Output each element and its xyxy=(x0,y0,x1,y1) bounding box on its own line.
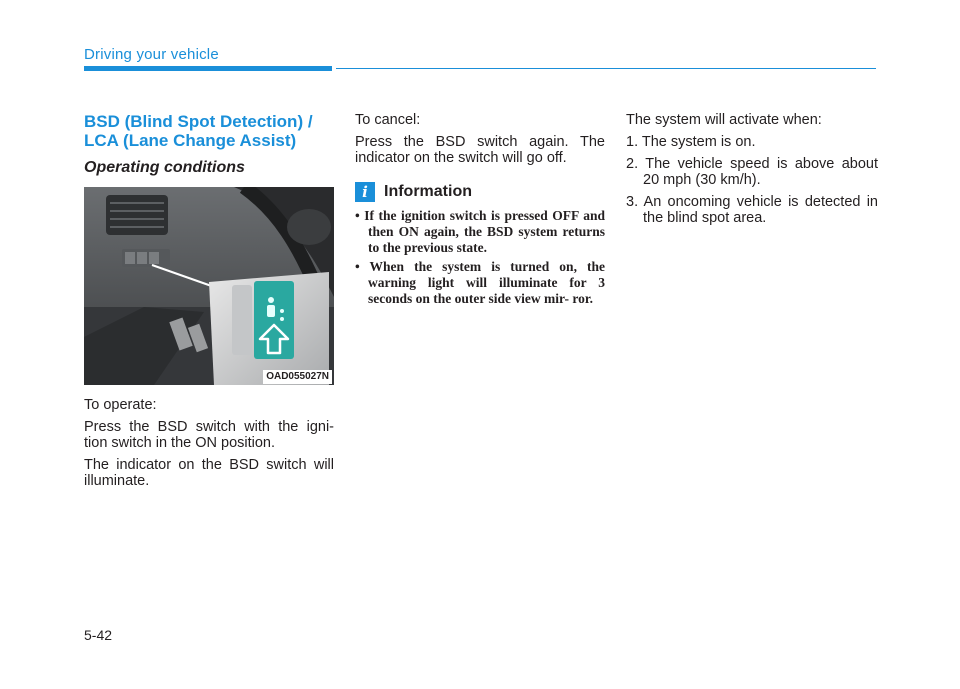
header-rule xyxy=(336,68,876,69)
section-header-title: Driving your vehicle xyxy=(84,46,219,63)
bsd-switch-figure xyxy=(84,187,334,385)
list-item: 3. An oncoming vehicle is detected in the blind spot area. xyxy=(626,194,878,226)
column-3 xyxy=(626,112,878,232)
figure-code: OAD055027N xyxy=(263,370,332,384)
cancel-text: Press the BSD switch again. The indicator on the switch will go off. xyxy=(355,134,605,166)
list-item: 2. The vehicle speed is above about 20 mph (30 km/h). xyxy=(626,156,878,188)
section-title-line2: LCA (Lane Change Assist) xyxy=(84,131,297,150)
operate-text-1: Press the BSD switch with the igni- tion switch in the ON position. xyxy=(84,419,334,451)
bsd-switch-illustration xyxy=(84,187,334,385)
column-1 xyxy=(84,112,334,495)
header-bar xyxy=(84,66,332,71)
cancel-label: To cancel: xyxy=(355,112,421,128)
information-header xyxy=(355,182,605,202)
section-title xyxy=(84,112,334,150)
operate-text-2: The indicator on the BSD switch will illuminate. xyxy=(84,457,334,489)
activation-conditions xyxy=(626,134,878,226)
subsection-title: Operating conditions xyxy=(84,159,245,176)
info-icon: i xyxy=(355,182,375,202)
list-item: • If the ignition switch is pressed OFF and then ON again, the BSD system returns to the previous state. xyxy=(355,208,605,255)
information-list xyxy=(355,208,605,307)
list-item: 1. The system is on. xyxy=(626,134,756,150)
list-item: • When the system is turned on, the warning light will illuminate for 3 seconds on the outer side view mir- ror. xyxy=(355,259,605,306)
activate-label: The system will activate when: xyxy=(626,112,822,128)
operate-label: To operate: xyxy=(84,397,157,413)
section-title-line1: BSD (Blind Spot Detection) / xyxy=(84,112,313,131)
information-title: Information xyxy=(384,183,472,200)
page-number: 5-42 xyxy=(84,627,113,643)
column-2 xyxy=(355,112,605,310)
